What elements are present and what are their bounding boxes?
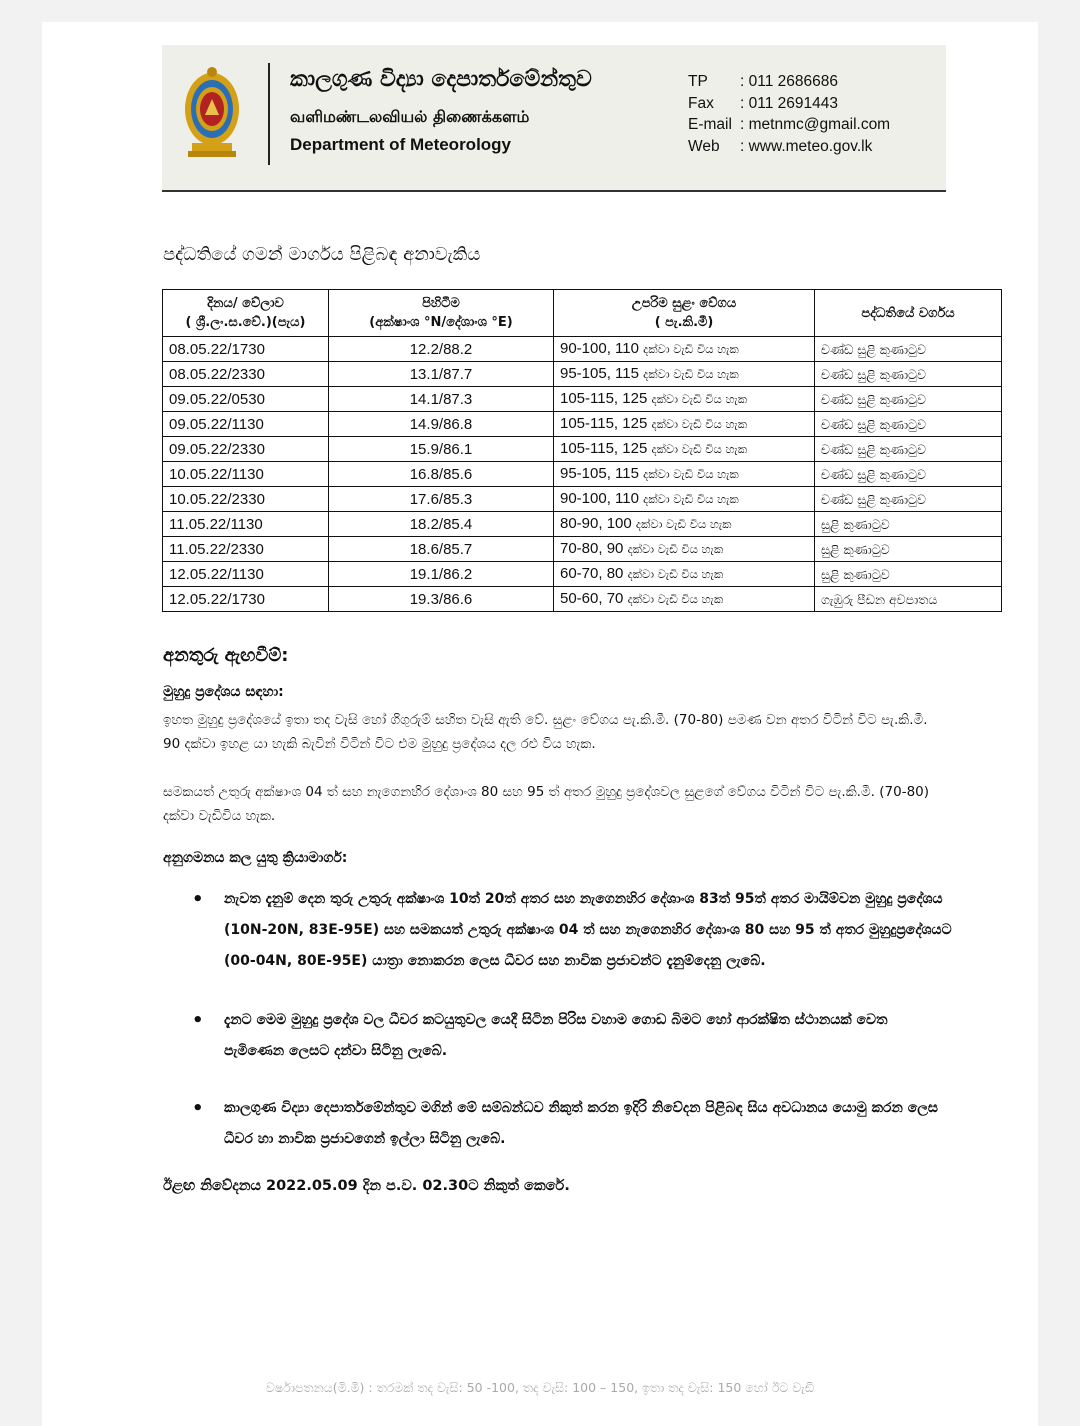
next-bulletin-note: ඊළඟ නිවේදනය 2022.05.09 දින ප.ව. 02.30ට නිකුත් කෙරේ. — [163, 1178, 570, 1194]
cell-speed: 95-105, 115 දක්වා වැඩි විය හැක — [554, 362, 815, 387]
document-title: පද්ධතියේ ගමන් මාර්ගය පිළිබඳ අනාවැකිය — [163, 244, 481, 265]
cell-speed: 50-60, 70 දක්වා වැඩි විය හැක — [554, 587, 815, 612]
cell-datetime: 12.05.22/1130 — [163, 562, 329, 587]
cell-datetime: 11.05.22/2330 — [163, 537, 329, 562]
cell-datetime: 10.05.22/2330 — [163, 487, 329, 512]
cell-speed: 80-90, 100 දක්වා වැඩි විය හැක — [554, 512, 815, 537]
cell-speed: 105-115, 125 දක්වා වැඩි විය හැක — [554, 412, 815, 437]
warnings-heading: අනතුරු ඇඟවීම්: — [163, 645, 289, 666]
table-row — [163, 412, 1002, 437]
table-row — [163, 362, 1002, 387]
cell-position: 13.1/87.7 — [329, 362, 554, 387]
table-row — [163, 462, 1002, 487]
cell-system-type: චණ්ඩ සුළි කුණාටුව — [815, 437, 1002, 462]
cell-position: 15.9/86.1 — [329, 437, 554, 462]
table-row — [163, 337, 1002, 362]
header-position: පිහිටීම (අක්ෂාංශ °N/දේශාංශ °E) — [329, 290, 554, 337]
contact-tp: TP : 011 2686686 — [688, 73, 838, 90]
cell-speed: 70-80, 90 දක්වා වැඩි විය හැක — [554, 537, 815, 562]
contact-fax: Fax : 011 2691443 — [688, 94, 838, 112]
cell-system-type: චණ්ඩ සුළි කුණාටුව — [815, 487, 1002, 512]
header-speed: උපරිම සුළං වේගය ( පැ.කි.මී) — [554, 290, 815, 337]
cell-system-type: චණ්ඩ සුළි කුණාටුව — [815, 412, 1002, 437]
cell-system-type: චණ්ඩ සුළි කුණාටුව — [815, 462, 1002, 487]
cell-position: 19.3/86.6 — [329, 587, 554, 612]
cell-datetime: 09.05.22/2330 — [163, 437, 329, 462]
action-item: • නැවත දැනුම් දෙන තුරු උතුරු අක්ෂාංශ 10ත් 20ත් අතර සහ නැගෙනහිර දේශාංශ 83ත් 95ත් අතර මායිම්වන මුහුදු ප්‍රදේශය (10N-20N, 83E-95E) සහ සමකයත් උතුරු අක්ෂාංශ 04 ත් සහ නැගෙනහිර දේශාංශ 80 සහ 95 ත් අතර මුහුදුප්‍රදේශයට (00-04N, 80E-95E) යාත්‍රා නොකරන ලෙස ධීවර සහ නාවික ප්‍රජාවන්ට දැනුම්දෙනු ලැබේ. — [192, 889, 952, 969]
table-row — [163, 562, 1002, 587]
action-list — [192, 884, 952, 1155]
track-forecast-table — [162, 289, 1002, 612]
cell-system-type: සුළි කුණාටුව — [815, 562, 1002, 587]
cell-position: 19.1/86.2 — [329, 562, 554, 587]
cell-datetime: 11.05.22/1130 — [163, 512, 329, 537]
cell-position: 12.2/88.2 — [329, 337, 554, 362]
table-row — [163, 537, 1002, 562]
contact-block — [688, 71, 890, 157]
letterhead — [162, 45, 946, 192]
cell-speed: 90-100, 110 දක්වා වැඩි විය හැක — [554, 487, 815, 512]
org-name-sinhala: කාලගුණ විද්‍යා දෙපාර්තමේන්තුව — [290, 67, 592, 92]
cell-datetime: 10.05.22/1130 — [163, 462, 329, 487]
cell-system-type: සුළි කුණාටුව — [815, 537, 1002, 562]
cell-system-type: ගැඹුරු පීඩන අවපාතය — [815, 587, 1002, 612]
action-item: • දැනට මෙම මුහුදු ප්‍රදේශ වල ධීවර කටයුතුවල යෙදී සිටින පිරිස වහාම ගොඩ බිමට හෝ ආරක්ෂිත ස්ථානයක් වෙත පැමිණෙන ලෙසට දන්වා සිටිනු ලැබේ. — [192, 1010, 888, 1059]
cell-datetime: 08.05.22/1730 — [163, 337, 329, 362]
header-type: පද්ධතියේ වර්ගය — [815, 290, 1002, 337]
contact-web: Web : www.meteo.gov.lk — [688, 137, 873, 155]
table-row — [163, 437, 1002, 462]
cell-position: 14.9/86.8 — [329, 412, 554, 437]
cell-system-type: චණ්ඩ සුළි කුණාටුව — [815, 387, 1002, 412]
org-name-tamil: வளிமண்டலவியல் திணைக்களம் — [290, 107, 530, 126]
org-name-english: Department of Meteorology — [290, 135, 512, 154]
header-datetime: දිනය/ වේලාව ( ශ්‍රී.ලං.ස.වේ.)(පැය) — [163, 290, 329, 337]
national-emblem-icon — [182, 63, 242, 163]
table-header-row — [163, 290, 1002, 337]
cell-speed: 105-115, 125 දක්වා වැඩි විය හැක — [554, 387, 815, 412]
cell-speed: 95-105, 115 දක්වා වැඩි විය හැක — [554, 462, 815, 487]
action-item: • කාලගුණ විද්‍යා දෙපාර්තමේන්තුව මගින් මේ සම්බන්ධව නිකුත් කරන ඉදිරි නිවේදන පිළිබඳ සිය අවධානය යොමු කරන ලෙස ධීවර හා නාවික ප්‍රජාවගෙන් ඉල්ලා සිටිනු ලැබේ. — [192, 1098, 938, 1147]
cell-position: 18.2/85.4 — [329, 512, 554, 537]
actions-heading: අනුගමනය කල යුතු ක්‍රියාමාර්ග: — [163, 850, 348, 866]
cell-speed: 90-100, 110 දක්වා වැඩි විය හැක — [554, 337, 815, 362]
cell-position: 14.1/87.3 — [329, 387, 554, 412]
cell-system-type: චණ්ඩ සුළි කුණාටුව — [815, 362, 1002, 387]
cell-datetime: 08.05.22/2330 — [163, 362, 329, 387]
table-row — [163, 487, 1002, 512]
cell-system-type: චණ්ඩ සුළි කුණාටුව — [815, 337, 1002, 362]
cell-datetime: 12.05.22/1730 — [163, 587, 329, 612]
cell-datetime: 09.05.22/1130 — [163, 412, 329, 437]
rainfall-legend-footer: වර්ෂාපතනය(මි.මී) : තරමක් තද වැසි: 50 -100, තද වැසි: 100 – 150, ඉතා තද වැසි: 150 හෝ ඊට වැඩි — [265, 1380, 815, 1395]
cell-position: 16.8/85.6 — [329, 462, 554, 487]
contact-email: E-mail : metnmc@gmail.com — [688, 116, 891, 133]
table-row — [163, 587, 1002, 612]
sea-warning-paragraph-1: ඉහත මුහුදු ප්‍රදේශයේ ඉතා තද වැසි හෝ ගිගුරුම් සහිත වැසි ඇති වේ. සුළං වේගය පැ.කි.මී. (70-80) පමණ වන අතර විටින් විට පැ.කි.මී. 90 දක්වා ඉහළ යා හැකි බැවින් විටින් විට එම මුහුදු ප්‍රදේශය දල රළු විය හැක. — [163, 712, 928, 752]
sea-warning-paragraph-2: සමකයත් උතුරු අක්ෂාංශ 04 ත් සහ නැගෙනහිර දේශාංශ 80 සහ 95 ත් අතර මුහුදු ප්‍රදේශවල සුළගේ වේගය විටින් විට පැ.කි.මී. (70-80) දක්වා වැඩිවිය හැක. — [163, 784, 930, 824]
table-row — [163, 387, 1002, 412]
table-row — [163, 512, 1002, 537]
cell-speed: 60-70, 80 දක්වා වැඩි විය හැක — [554, 562, 815, 587]
sea-area-heading: මුහුදු ප්‍රදේශය සඳහා: — [163, 684, 284, 700]
letterhead-divider — [268, 63, 270, 165]
cell-system-type: සුළි කුණාටුව — [815, 512, 1002, 537]
cell-position: 17.6/85.3 — [329, 487, 554, 512]
cell-datetime: 09.05.22/0530 — [163, 387, 329, 412]
cell-speed: 105-115, 125 දක්වා වැඩි විය හැක — [554, 437, 815, 462]
cell-position: 18.6/85.7 — [329, 537, 554, 562]
